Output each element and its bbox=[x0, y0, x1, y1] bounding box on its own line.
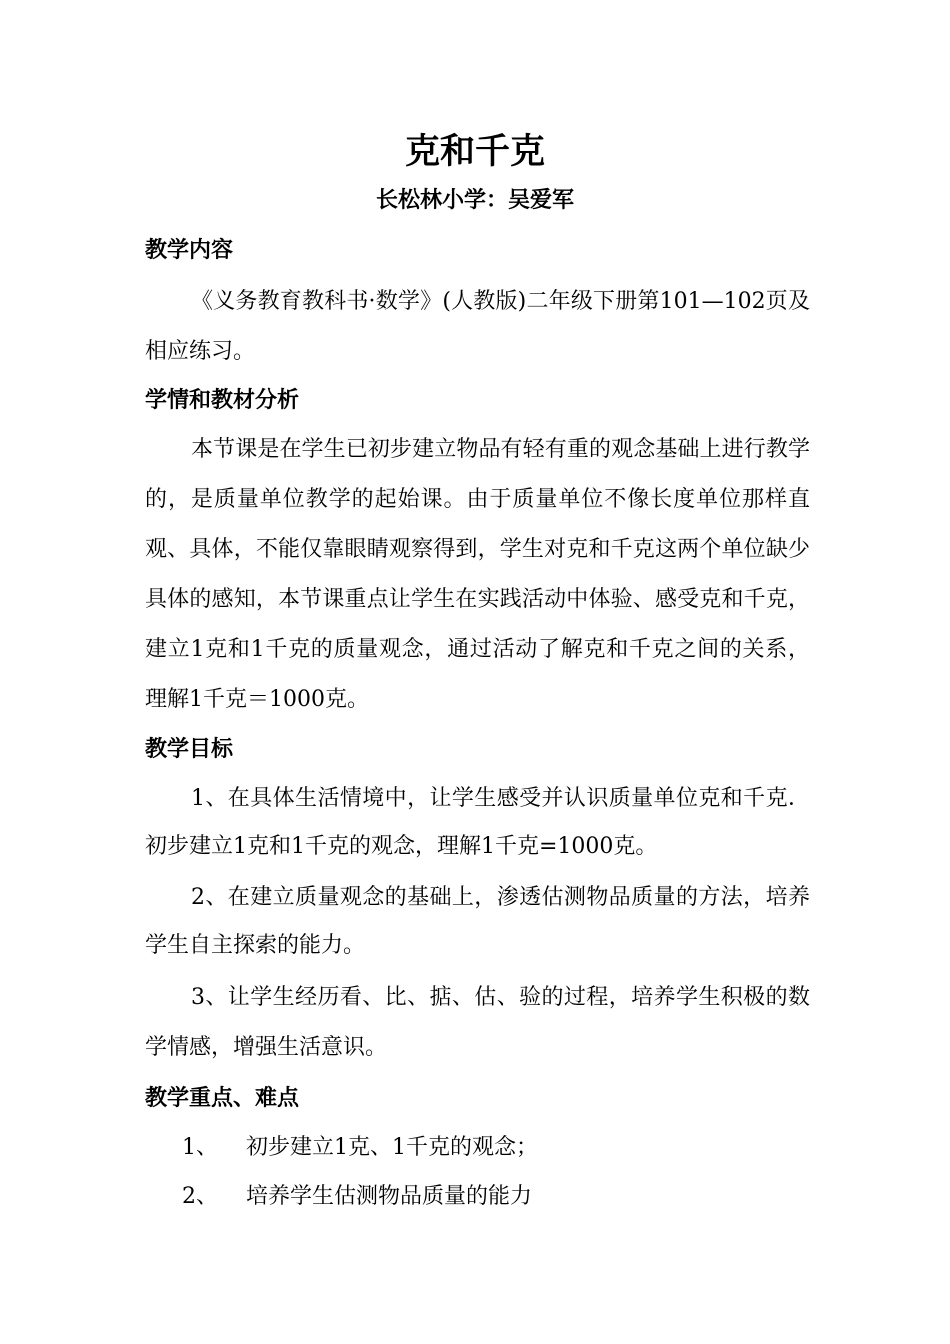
key-point-number: 2、 bbox=[182, 1184, 218, 1209]
section-analysis-paragraph: 本节课是在学生已初步建立物品有轻有重的观念基础上进行教学的，是质量单位教学的起始课。由于质量单位不像长度单位那样直观、具体，不能仅靠眼睛观察得到，学生对克和千克这两个单位缺少具体的感知，本节课重点让学生在实践活动中体验、感受克和千克，建立1克和1千克的质量观念，通过活动了解克和千克之间的关系，理解1千克＝1000克。 bbox=[145, 437, 810, 712]
key-point-text: 初步建立1克、1千克的观念； bbox=[246, 1135, 538, 1160]
document-subtitle: 长松林小学：吴爱军 bbox=[375, 187, 574, 213]
section-heading-goals: 教学目标 bbox=[145, 736, 234, 762]
section-heading-content: 教学内容 bbox=[145, 237, 234, 263]
goal-paragraph-2: 2、在建立质量观念的基础上，渗透估测物品质量的方法，培养学生自主探索的能力。 bbox=[145, 885, 810, 958]
key-point-item-2 bbox=[182, 1181, 532, 1213]
section-content-paragraph: 《义务教育教科书·数学》(人教版)二年级下册第101—102页及相应练习。 bbox=[145, 289, 810, 364]
key-point-item-1 bbox=[182, 1132, 538, 1164]
key-point-text: 培养学生估测物品质量的能力 bbox=[246, 1184, 533, 1209]
goal-paragraph-1: 1、在具体生活情境中，让学生感受并认识质量单位克和千克．初步建立1克和1千克的观念，理解1千克=1000克。 bbox=[145, 786, 810, 859]
section-heading-analysis: 学情和教材分析 bbox=[145, 387, 300, 413]
goal-paragraph-3: 3、让学生经历看、比、掂、估、验的过程，培养学生积极的数学情感，增强生活意识。 bbox=[145, 985, 810, 1060]
section-heading-key-points: 教学重点、难点 bbox=[145, 1085, 300, 1111]
document-title: 克和千克 bbox=[404, 131, 545, 172]
key-point-number: 1、 bbox=[182, 1135, 218, 1160]
